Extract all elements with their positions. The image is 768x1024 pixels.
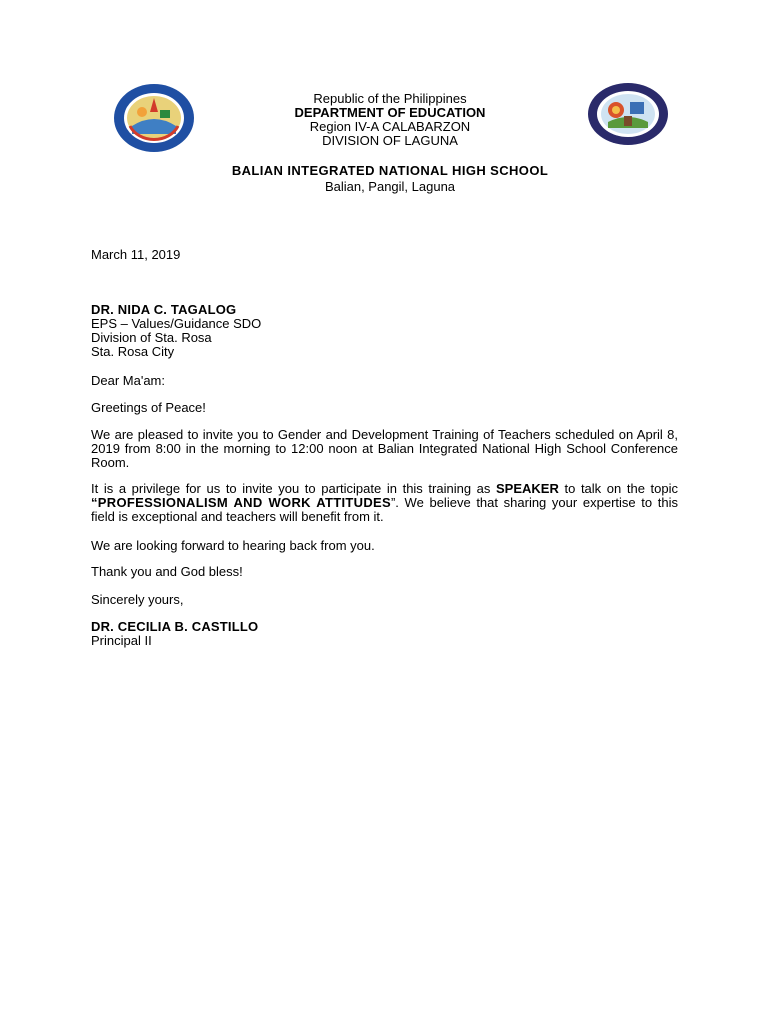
region-name: Region IV-A CALABARZON — [309, 119, 471, 134]
salutation: Dear Ma'am: — [91, 373, 166, 388]
paragraph-speaker-text-2: to talk on the topic — [558, 481, 678, 496]
letter-date: March 11, 2019 — [91, 247, 181, 262]
speaker-role: SPEAKER — [496, 481, 559, 496]
country-name: Republic of the Philippines — [313, 91, 467, 106]
paragraph-closing-2: Thank you and God bless! — [91, 564, 243, 579]
recipient-city: Sta. Rosa City — [91, 344, 175, 359]
paragraph-speaker-text-3: ”. We believe that sharing your expertise to this field is exceptional and teachers will benefit from it. — [91, 495, 678, 524]
paragraph-invitation: We are pleased to invite you to Gender and Development Training of Teachers scheduled on April 8, 2019 from 8:00 in the morning to 12:00 noon at Balian Integrated National High School Conference Room. — [91, 427, 678, 470]
signatory-name: DR. CECILIA B. CASTILLO — [91, 619, 259, 634]
recipient-block — [91, 303, 678, 359]
school-address: Balian, Pangil, Laguna — [324, 179, 456, 194]
greeting: Greetings of Peace! — [91, 400, 206, 415]
signatory-title: Principal II — [91, 633, 152, 648]
division-seal-icon — [112, 82, 196, 154]
division-name: DIVISION OF LAGUNA — [322, 133, 458, 148]
recipient-office: Division of Sta. Rosa — [91, 330, 212, 345]
paragraph-closing-1: We are looking forward to hearing back from you. — [91, 538, 375, 553]
school-seal-icon — [586, 82, 670, 146]
complimentary-close: Sincerely yours, — [91, 592, 184, 607]
paragraph-speaker — [91, 482, 678, 524]
school-name: BALIAN INTEGRATED NATIONAL HIGH SCHOOL — [231, 163, 549, 178]
recipient-position: EPS – Values/Guidance SDO — [91, 316, 262, 331]
department-name: DEPARTMENT OF EDUCATION — [294, 105, 486, 120]
recipient-name: DR. NIDA C. TAGALOG — [91, 302, 237, 317]
school-block — [150, 163, 630, 195]
letterhead — [200, 92, 580, 148]
paragraph-speaker-text-1: It is a privilege for us to invite you to participate in this training as — [91, 481, 497, 496]
signature-block — [91, 620, 678, 648]
training-topic: “PROFESSIONALISM AND WORK ATTITUDES — [91, 495, 391, 510]
